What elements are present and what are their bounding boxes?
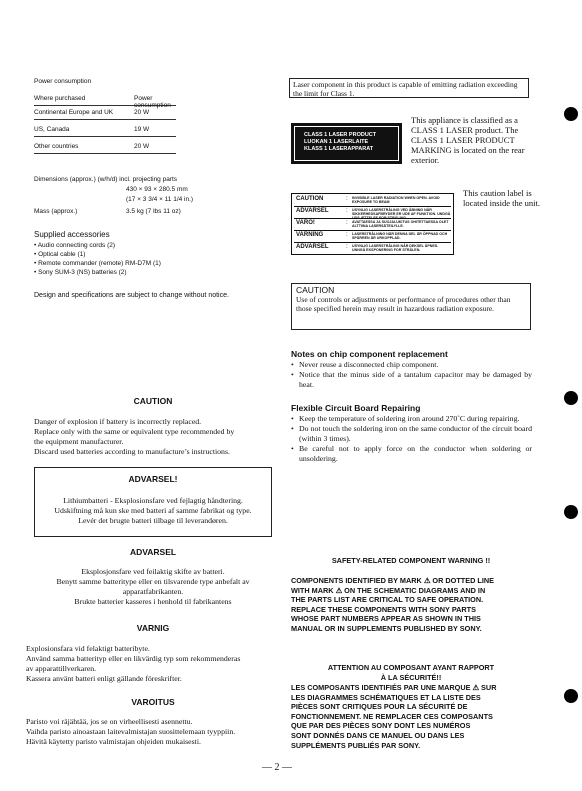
table-cell: Continental Europe and UK: [34, 109, 114, 116]
caution-box-title: CAUTION: [296, 285, 335, 295]
text-line: ATTENTION AU COMPOSANT AYANT RAPPORT: [327, 663, 495, 672]
list-item: • Remote commander (remote) RM-D7M (1): [34, 260, 161, 267]
caution-box: [291, 283, 531, 330]
text-line: À LA SÉCURITÉ!!: [380, 672, 442, 682]
text-line: Använd samma batterityp eller en likvärdig typ som rekommenderas: [26, 654, 241, 663]
text-line: Levér det brugte batteri tilbage til leverandøren.: [78, 516, 228, 525]
label-text: LASERSTRÅLNING NÄR DENNA DEL ÄR ÖPPNAD OCH SPÄRREN ÄR URKOPPLAD.: [352, 232, 448, 240]
caution-label-row: CAUTION : INVISIBLE LASER RADIATION WHEN OPEN. AVOID EXPOSURE TO BEAM: [294, 195, 451, 207]
text-line: SONT DONNÉS DANS CE MANUEL OU DANS LES: [291, 730, 465, 740]
table-cell: US, Canada: [34, 126, 70, 133]
list-item: • Never reuse a disconnected chip component.: [291, 360, 532, 370]
binding-hole: [564, 689, 578, 703]
table-cell: 20 W: [134, 143, 150, 150]
text-line: Explosionsfara vid felaktigt batteribyte.: [26, 644, 150, 653]
advarsel-no-title: ADVARSEL: [129, 547, 177, 557]
text-line: Lithiumbatteri - Eksplosionsfare ved fejlagtig håndtering.: [63, 496, 243, 505]
label-line: CLASS 1 LASER PRODUCT: [304, 132, 377, 138]
table-cell: 20 W: [134, 109, 150, 116]
text-line: LES COMPOSANTS IDENTIFIÉS PAR UNE MARQUE ⚠ SUR: [291, 683, 497, 692]
dimensions-label: Dimensions (approx.) (w/h/d) incl. projecting parts: [34, 176, 178, 183]
text-line: Kassera använt batteri enligt gällande föreskrifter.: [26, 674, 182, 683]
label-text: AVATTAESSA JA SUOJALUKITUS OHITETTAESSA OLET ALTTIINA LASERSÄTEILYLLE.: [352, 220, 449, 228]
text-line: COMPONENTS IDENTIFIED BY MARK ⚠ OR DOTTED LINE: [291, 576, 495, 585]
binding-hole: [564, 505, 578, 519]
label-key: CAUTION: [296, 196, 324, 202]
text-line: Discard used batteries according to manufacture’s instructions.: [34, 447, 230, 456]
mass-row: [34, 207, 234, 217]
binding-hole: [564, 391, 578, 405]
laser-notice-box: Laser component in this product is capable of emitting radiation exceeding the limit for Class 1.: [289, 78, 529, 98]
varoitus-title: VAROITUS: [131, 697, 175, 707]
caution-label-row: VARNING : LASERSTRÅLNING NÄR DENNA DEL ÄR ÖPPNAD OCH SPÄRREN ÄR URKOPPLAD.: [294, 231, 451, 243]
text-line: Brukte batterier kasseres i henhold til fabrikantens: [74, 597, 232, 606]
safety-fr-text: [291, 683, 536, 750]
caution-box-body: Use of controls or adjustments or performance of procedures other than those specified herein may result in hazardous radiation exposure.: [296, 295, 511, 313]
class1-laser-label: [291, 123, 402, 164]
text-line: Paristo voi räjähtää, jos se on virheellisesti asennettu.: [26, 717, 193, 726]
text-line: FONCTIONNEMENT. NE REMPLACER CES COMPOSANTS: [291, 711, 493, 721]
list-item: • Keep the temperature of soldering iron around 270˚C during repairing.: [291, 414, 532, 424]
dimensions-imperial: (17 × 3 3/4 × 11 1/4 in.): [126, 196, 194, 203]
text-line: REPLACE THESE COMPONENTS WITH SONY PARTS: [291, 604, 477, 614]
classified-text: This appliance is classified as a CLASS 1 LASER product. The CLASS 1 LASER PRODUCT MARKING is located on the rear exterior.: [411, 115, 525, 165]
caution-label-row: ADVARSEL : USYNLIG LASERSTRÅLING NÅR DEKSEL ÅPNES. UNNGÅ EKSPONERING FOR STRÅLEN.: [294, 243, 451, 254]
list-item: • Do not touch the soldering iron on the same conductor of the circuit board (within 3 times).: [291, 424, 532, 444]
text-line: QUE PAR DES PIÈCES SONY DONT LES NUMÉROS: [291, 721, 471, 731]
label-text: INVISIBLE LASER RADIATION WHEN OPEN. AVOID EXPOSURE TO BEAM: [352, 196, 440, 204]
accessories-title: Supplied accessories: [34, 230, 110, 239]
header-cell: Power consumption: [134, 95, 171, 109]
table-row: [34, 124, 176, 137]
power-table-header: [34, 93, 176, 109]
list-item: • Optical cable (1): [34, 251, 86, 258]
table-row: [34, 141, 176, 154]
text-line: Replace only with the same or equivalent type recommended by: [34, 427, 235, 436]
text-line: LES DIAGRAMMES SCHÉMATIQUES ET LA LISTE DES: [291, 692, 481, 702]
text-line: SUPPLÉMENTS PUBLIÉS PAR SONY.: [291, 740, 421, 750]
caution-label-location-text: This caution label is located inside the unit.: [463, 188, 540, 208]
table-row: [34, 107, 176, 120]
label-key: ADVARSEL: [296, 208, 329, 214]
text-line: Vaihda paristo ainoastaan laitevalmistajan suosittelemaan tyyppiin.: [26, 727, 236, 736]
label-key: VARNING: [296, 232, 324, 238]
header-cell: Where purchased: [34, 95, 86, 102]
text-line: PIÈCES SONT CRITIQUES POUR LA SÉCURITÉ DE: [291, 702, 468, 712]
binding-hole: [564, 107, 578, 121]
text-line: THE PARTS LIST ARE CRITICAL TO SAFE OPERATION.: [291, 595, 484, 605]
text-line: apparatfabrikanten.: [122, 587, 184, 596]
safety-en-text: [291, 576, 536, 634]
dimensions-metric: 430 × 93 × 280.5 mm: [126, 186, 188, 193]
advarsel-no-text: [34, 567, 272, 607]
label-key: ADVARSEL: [296, 244, 329, 250]
text-line: Benytt samme batteritype eller en tilsvarende type anbefalt av: [56, 577, 250, 586]
table-cell: 19 W: [134, 126, 150, 133]
design-note: Design and specifications are subject to change without notice.: [34, 292, 229, 299]
caution-title: CAUTION: [133, 396, 173, 406]
chip-notes-list: [291, 360, 532, 390]
text-line: Udskiftning må kun ske med batteri af samme fabrikat og type.: [54, 506, 252, 515]
label-line: KLASS 1 LASERAPPARAT: [304, 146, 374, 152]
label-text: USYNLIG LASERSTRÅLING VED ÅBNING NÅR SIKKERHEDSAFBRYDER ER UDE AF FUNKTION. UNDGÅ UDS ÆTTELSE FOR STRÅLING.: [352, 208, 451, 220]
label-text: USYNLIG LASERSTRÅLING NÅR DEKSEL ÅPNES. UNNGÅ EKSPONERING FOR STRÅLEN.: [352, 244, 439, 252]
varoitus-text: [26, 717, 286, 747]
text-line: MANUAL OR IN SUPPLEMENTS PUBLISHED BY SONY.: [291, 623, 482, 633]
text-line: Danger of explosion if battery is incorrectly replaced.: [34, 417, 202, 426]
advarsel-dk-box: [34, 467, 272, 537]
mass-value: 3.5 kg (7 lbs 11 oz): [126, 208, 181, 215]
text-line: the equipment manufacturer.: [34, 437, 124, 446]
list-item: • Audio connecting cords (2): [34, 242, 116, 249]
table-cell: Other countries: [34, 143, 79, 150]
varnig-title: VARNIG: [136, 623, 170, 633]
chip-notes-title: Notes on chip component replacement: [291, 349, 448, 359]
advarsel-dk-text: [35, 496, 271, 526]
flex-board-title: Flexible Circuit Board Repairing: [291, 403, 421, 413]
list-item: • Be careful not to apply force on the conductor when soldering or unsoldering.: [291, 444, 532, 464]
caution-en-text: [34, 417, 284, 457]
text-line: WITH MARK ⚠ ON THE SCHEMATIC DIAGRAMS AND IN: [291, 585, 486, 595]
label-line: LUOKAN 1 LASERLAITE: [304, 139, 369, 145]
text-line: av apparattillverkaren.: [26, 664, 97, 673]
page-number: — 2 —: [262, 762, 292, 773]
label-key: VARO!: [296, 220, 315, 226]
text-line: WHOSE PART NUMBERS APPEAR AS SHOWN IN THIS: [291, 614, 481, 624]
list-item: • Notice that the minus side of a tantalum capacitor may be damaged by heat.: [291, 370, 532, 390]
advarsel-dk-title: ADVARSEL!: [128, 474, 178, 484]
text-line: Eksplosjonsfare ved feilaktig skifte av batteri.: [81, 567, 225, 576]
caution-label-row: ADVARSEL : USYNLIG LASERSTRÅLING VED ÅBNING NÅR SIKKERHEDSAFBRYDER ER UDE AF FUNKTION. UNDGÅ UDS ÆTTELSE FOR STRÅLING.: [296, 208, 451, 220]
safety-fr-title: [291, 663, 531, 682]
text-line: Hävitä käytetty paristo valmistajan ohjeiden mukaisesti.: [26, 737, 201, 746]
caution-label-graphic: [291, 193, 454, 255]
varnig-text: [26, 644, 286, 684]
accessories-list: [34, 241, 161, 277]
safety-en-title: SAFETY-RELATED COMPONENT WARNING !!: [331, 556, 491, 565]
mass-label: Mass (approx.): [34, 208, 78, 215]
caution-label-row: VARO! : AVATTAESSA JA SUOJALUKITUS OHITETTAESSA OLET ALTTIINA LASERSÄTEILYLLE.: [294, 219, 451, 231]
power-title: Power consumption: [34, 78, 92, 85]
list-item: • Sony SUM-3 (NS) batteries (2): [34, 269, 127, 276]
flex-board-list: [291, 414, 532, 464]
